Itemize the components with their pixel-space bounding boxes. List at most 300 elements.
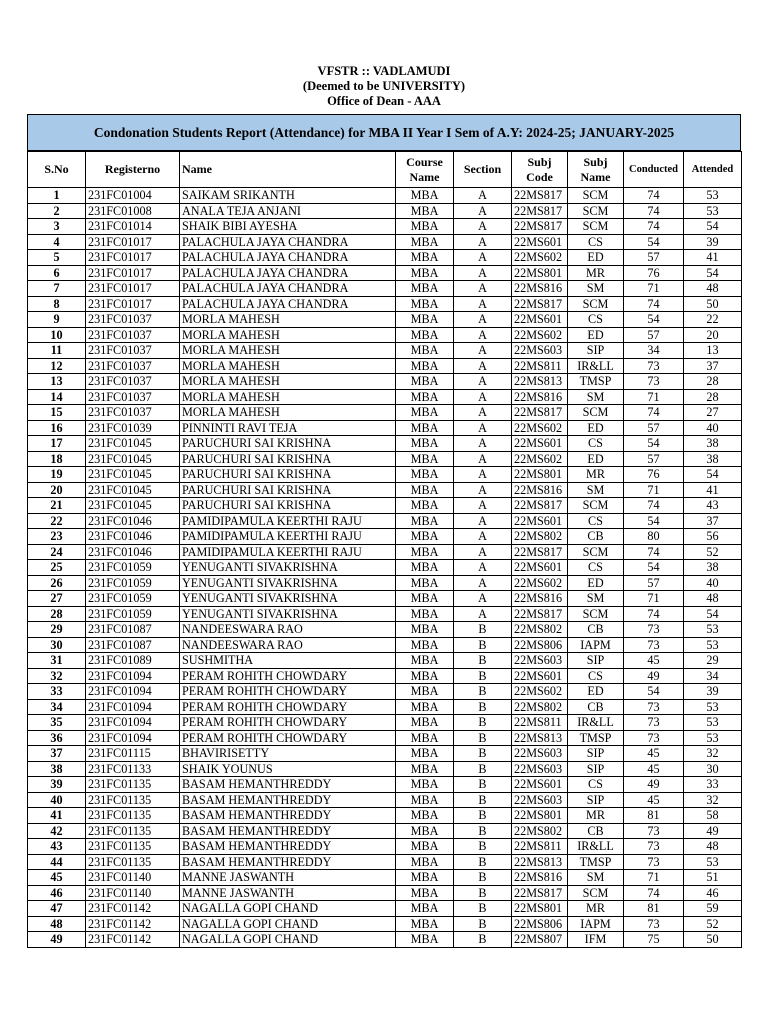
- cell-section: A: [454, 405, 512, 421]
- cell-subj-name: ED: [568, 575, 624, 591]
- cell-subj-name: SCM: [568, 203, 624, 219]
- cell-name: BASAM HEMANTHREDDY: [180, 823, 396, 839]
- cell-course-name: MBA: [396, 575, 454, 591]
- cell-subj-code: 22MS603: [512, 653, 568, 669]
- cell-registerno: 231FC01142: [86, 932, 180, 948]
- cell-attended: 34: [684, 668, 742, 684]
- cell-course-name: MBA: [396, 467, 454, 483]
- cell-section: B: [454, 870, 512, 886]
- cell-attended: 39: [684, 234, 742, 250]
- cell-conducted: 73: [624, 715, 684, 731]
- cell-section: A: [454, 420, 512, 436]
- cell-section: A: [454, 358, 512, 374]
- cell-registerno: 231FC01045: [86, 467, 180, 483]
- cell-conducted: 57: [624, 575, 684, 591]
- cell-name: BASAM HEMANTHREDDY: [180, 777, 396, 793]
- cell-course-name: MBA: [396, 296, 454, 312]
- cell-subj-code: 22MS817: [512, 405, 568, 421]
- cell-subj-name: SIP: [568, 343, 624, 359]
- cell-subj-name: CS: [568, 312, 624, 328]
- cell-section: A: [454, 544, 512, 560]
- cell-course-name: MBA: [396, 916, 454, 932]
- cell-attended: 32: [684, 792, 742, 808]
- cell-attended: 28: [684, 389, 742, 405]
- cell-conducted: 54: [624, 513, 684, 529]
- cell-subj-code: 22MS817: [512, 544, 568, 560]
- cell-sno: 45: [28, 870, 86, 886]
- cell-section: A: [454, 219, 512, 235]
- cell-name: NAGALLA GOPI CHAND: [180, 932, 396, 948]
- cell-subj-code: 22MS802: [512, 823, 568, 839]
- cell-conducted: 73: [624, 916, 684, 932]
- cell-sno: 43: [28, 839, 86, 855]
- cell-subj-code: 22MS802: [512, 622, 568, 638]
- table-row: [28, 265, 742, 281]
- cell-sno: 29: [28, 622, 86, 638]
- cell-sno: 5: [28, 250, 86, 266]
- cell-conducted: 71: [624, 870, 684, 886]
- cell-subj-name: SCM: [568, 885, 624, 901]
- cell-registerno: 231FC01140: [86, 870, 180, 886]
- cell-section: B: [454, 622, 512, 638]
- cell-sno: 13: [28, 374, 86, 390]
- cell-subj-name: ED: [568, 327, 624, 343]
- report-title: Condonation Students Report (Attendance) for MBA II Year I Sem of A.Y: 2024-25; JANUARY-2025: [93, 124, 675, 140]
- cell-subj-code: 22MS817: [512, 219, 568, 235]
- cell-subj-name: MR: [568, 901, 624, 917]
- cell-conducted: 34: [624, 343, 684, 359]
- table-row: [28, 932, 742, 948]
- cell-course-name: MBA: [396, 901, 454, 917]
- cell-attended: 53: [684, 637, 742, 653]
- cell-attended: 53: [684, 715, 742, 731]
- cell-name: NANDEESWARA RAO: [180, 637, 396, 653]
- table-row: [28, 653, 742, 669]
- table-header-row: [28, 152, 742, 188]
- table-row: [28, 482, 742, 498]
- cell-subj-code: 22MS601: [512, 513, 568, 529]
- table-row: [28, 343, 742, 359]
- cell-course-name: MBA: [396, 591, 454, 607]
- cell-subj-name: CB: [568, 622, 624, 638]
- cell-conducted: 74: [624, 219, 684, 235]
- cell-subj-name: SCM: [568, 544, 624, 560]
- cell-name: PARUCHURI SAI KRISHNA: [180, 451, 396, 467]
- cell-section: B: [454, 684, 512, 700]
- cell-subj-name: SCM: [568, 296, 624, 312]
- cell-subj-code: 22MS813: [512, 374, 568, 390]
- cell-section: B: [454, 885, 512, 901]
- cell-subj-code: 22MS817: [512, 606, 568, 622]
- cell-registerno: 231FC01046: [86, 513, 180, 529]
- cell-name: PALACHULA JAYA CHANDRA: [180, 234, 396, 250]
- cell-subj-code: 22MS801: [512, 808, 568, 824]
- table-row: [28, 839, 742, 855]
- cell-section: A: [454, 436, 512, 452]
- cell-course-name: MBA: [396, 250, 454, 266]
- cell-section: A: [454, 575, 512, 591]
- cell-subj-code: 22MS802: [512, 699, 568, 715]
- cell-course-name: MBA: [396, 684, 454, 700]
- col-header-registerno: Registerno: [86, 152, 180, 188]
- cell-attended: 51: [684, 870, 742, 886]
- cell-name: YENUGANTI SIVAKRISHNA: [180, 560, 396, 576]
- cell-section: B: [454, 901, 512, 917]
- cell-section: A: [454, 312, 512, 328]
- cell-conducted: 73: [624, 374, 684, 390]
- cell-subj-name: CB: [568, 699, 624, 715]
- cell-registerno: 231FC01135: [86, 777, 180, 793]
- cell-subj-code: 22MS817: [512, 498, 568, 514]
- cell-name: PAMIDIPAMULA KEERTHI RAJU: [180, 544, 396, 560]
- cell-sno: 35: [28, 715, 86, 731]
- cell-subj-code: 22MS602: [512, 451, 568, 467]
- cell-sno: 38: [28, 761, 86, 777]
- cell-subj-code: 22MS602: [512, 684, 568, 700]
- cell-conducted: 73: [624, 823, 684, 839]
- cell-sno: 16: [28, 420, 86, 436]
- cell-attended: 54: [684, 265, 742, 281]
- cell-sno: 3: [28, 219, 86, 235]
- cell-registerno: 231FC01004: [86, 188, 180, 204]
- cell-name: PERAM ROHITH CHOWDARY: [180, 668, 396, 684]
- cell-attended: 54: [684, 467, 742, 483]
- cell-attended: 46: [684, 885, 742, 901]
- cell-registerno: 231FC01039: [86, 420, 180, 436]
- cell-section: A: [454, 343, 512, 359]
- table-row: [28, 885, 742, 901]
- cell-name: PALACHULA JAYA CHANDRA: [180, 250, 396, 266]
- cell-attended: 37: [684, 513, 742, 529]
- cell-registerno: 231FC01140: [86, 885, 180, 901]
- cell-subj-name: IR&LL: [568, 715, 624, 731]
- cell-section: A: [454, 265, 512, 281]
- cell-attended: 30: [684, 761, 742, 777]
- cell-course-name: MBA: [396, 885, 454, 901]
- cell-sno: 46: [28, 885, 86, 901]
- cell-attended: 39: [684, 684, 742, 700]
- cell-registerno: 231FC01059: [86, 560, 180, 576]
- cell-attended: 40: [684, 420, 742, 436]
- table-row: [28, 327, 742, 343]
- cell-sno: 40: [28, 792, 86, 808]
- cell-sno: 21: [28, 498, 86, 514]
- cell-conducted: 45: [624, 792, 684, 808]
- cell-sno: 31: [28, 653, 86, 669]
- cell-subj-code: 22MS807: [512, 932, 568, 948]
- cell-name: PARUCHURI SAI KRISHNA: [180, 467, 396, 483]
- table-row: [28, 203, 742, 219]
- table-row: [28, 901, 742, 917]
- cell-subj-code: 22MS811: [512, 358, 568, 374]
- cell-sno: 2: [28, 203, 86, 219]
- cell-registerno: 231FC01045: [86, 498, 180, 514]
- cell-name: SHAIK BIBI AYESHA: [180, 219, 396, 235]
- cell-attended: 13: [684, 343, 742, 359]
- cell-attended: 53: [684, 188, 742, 204]
- cell-sno: 8: [28, 296, 86, 312]
- cell-subj-name: IR&LL: [568, 358, 624, 374]
- cell-sno: 30: [28, 637, 86, 653]
- cell-conducted: 73: [624, 699, 684, 715]
- cell-name: PERAM ROHITH CHOWDARY: [180, 684, 396, 700]
- cell-registerno: 231FC01037: [86, 389, 180, 405]
- cell-course-name: MBA: [396, 513, 454, 529]
- cell-attended: 58: [684, 808, 742, 824]
- cell-section: A: [454, 389, 512, 405]
- table-row: [28, 405, 742, 421]
- table-row: [28, 684, 742, 700]
- cell-section: B: [454, 777, 512, 793]
- table-row: [28, 420, 742, 436]
- cell-subj-code: 22MS802: [512, 529, 568, 545]
- cell-registerno: 231FC01017: [86, 296, 180, 312]
- table-row: [28, 777, 742, 793]
- cell-subj-code: 22MS603: [512, 792, 568, 808]
- cell-name: YENUGANTI SIVAKRISHNA: [180, 575, 396, 591]
- cell-attended: 54: [684, 219, 742, 235]
- cell-section: A: [454, 234, 512, 250]
- table-row: [28, 823, 742, 839]
- cell-course-name: MBA: [396, 358, 454, 374]
- table-body: [28, 188, 742, 948]
- cell-section: A: [454, 203, 512, 219]
- cell-course-name: MBA: [396, 219, 454, 235]
- cell-attended: 22: [684, 312, 742, 328]
- cell-subj-code: 22MS601: [512, 668, 568, 684]
- cell-attended: 53: [684, 622, 742, 638]
- cell-subj-code: 22MS601: [512, 560, 568, 576]
- cell-registerno: 231FC01014: [86, 219, 180, 235]
- cell-course-name: MBA: [396, 715, 454, 731]
- cell-sno: 37: [28, 746, 86, 762]
- table-row: [28, 808, 742, 824]
- cell-sno: 48: [28, 916, 86, 932]
- cell-subj-code: 22MS603: [512, 746, 568, 762]
- cell-conducted: 73: [624, 637, 684, 653]
- cell-section: A: [454, 591, 512, 607]
- cell-name: PINNINTI RAVI TEJA: [180, 420, 396, 436]
- cell-section: B: [454, 808, 512, 824]
- cell-registerno: 231FC01037: [86, 312, 180, 328]
- cell-sno: 33: [28, 684, 86, 700]
- cell-attended: 50: [684, 296, 742, 312]
- cell-section: A: [454, 250, 512, 266]
- cell-course-name: MBA: [396, 730, 454, 746]
- cell-section: B: [454, 792, 512, 808]
- cell-attended: 38: [684, 451, 742, 467]
- cell-name: BASAM HEMANTHREDDY: [180, 792, 396, 808]
- cell-section: A: [454, 513, 512, 529]
- cell-course-name: MBA: [396, 405, 454, 421]
- cell-registerno: 231FC01135: [86, 808, 180, 824]
- table-row: [28, 730, 742, 746]
- cell-name: PAMIDIPAMULA KEERTHI RAJU: [180, 513, 396, 529]
- cell-section: B: [454, 668, 512, 684]
- cell-course-name: MBA: [396, 668, 454, 684]
- col-header-conducted: Conducted: [624, 152, 684, 188]
- cell-sno: 41: [28, 808, 86, 824]
- cell-section: A: [454, 606, 512, 622]
- cell-sno: 14: [28, 389, 86, 405]
- cell-sno: 18: [28, 451, 86, 467]
- table-row: [28, 560, 742, 576]
- cell-sno: 49: [28, 932, 86, 948]
- cell-subj-name: TMSP: [568, 854, 624, 870]
- cell-conducted: 57: [624, 451, 684, 467]
- cell-attended: 29: [684, 653, 742, 669]
- cell-registerno: 231FC01087: [86, 637, 180, 653]
- cell-course-name: MBA: [396, 792, 454, 808]
- table-row: [28, 606, 742, 622]
- cell-conducted: 74: [624, 498, 684, 514]
- cell-name: YENUGANTI SIVAKRISHNA: [180, 606, 396, 622]
- cell-name: MORLA MAHESH: [180, 343, 396, 359]
- table-row: [28, 746, 742, 762]
- cell-course-name: MBA: [396, 436, 454, 452]
- cell-attended: 43: [684, 498, 742, 514]
- cell-sno: 4: [28, 234, 86, 250]
- report-title-banner: [27, 114, 741, 151]
- cell-course-name: MBA: [396, 746, 454, 762]
- cell-registerno: 231FC01133: [86, 761, 180, 777]
- cell-course-name: MBA: [396, 699, 454, 715]
- cell-name: ANALA TEJA ANJANI: [180, 203, 396, 219]
- cell-name: SAIKAM SRIKANTH: [180, 188, 396, 204]
- cell-subj-code: 22MS813: [512, 730, 568, 746]
- cell-course-name: MBA: [396, 203, 454, 219]
- cell-registerno: 231FC01094: [86, 715, 180, 731]
- cell-sno: 24: [28, 544, 86, 560]
- cell-sno: 32: [28, 668, 86, 684]
- table-row: [28, 699, 742, 715]
- cell-attended: 52: [684, 544, 742, 560]
- cell-name: BHAVIRISETTY: [180, 746, 396, 762]
- table-row: [28, 513, 742, 529]
- cell-course-name: MBA: [396, 312, 454, 328]
- cell-conducted: 57: [624, 420, 684, 436]
- cell-attended: 53: [684, 730, 742, 746]
- cell-attended: 40: [684, 575, 742, 591]
- table-row: [28, 529, 742, 545]
- cell-subj-name: SCM: [568, 606, 624, 622]
- cell-registerno: 231FC01017: [86, 281, 180, 297]
- cell-attended: 54: [684, 606, 742, 622]
- cell-registerno: 231FC01037: [86, 405, 180, 421]
- cell-name: BASAM HEMANTHREDDY: [180, 854, 396, 870]
- cell-subj-name: IAPM: [568, 916, 624, 932]
- cell-conducted: 71: [624, 389, 684, 405]
- cell-sno: 39: [28, 777, 86, 793]
- cell-registerno: 231FC01135: [86, 839, 180, 855]
- table-row: [28, 544, 742, 560]
- table-row: [28, 575, 742, 591]
- cell-conducted: 74: [624, 544, 684, 560]
- cell-registerno: 231FC01017: [86, 234, 180, 250]
- cell-section: A: [454, 374, 512, 390]
- table-row: [28, 451, 742, 467]
- cell-name: PERAM ROHITH CHOWDARY: [180, 715, 396, 731]
- cell-course-name: MBA: [396, 451, 454, 467]
- table-row: [28, 854, 742, 870]
- table-row: [28, 668, 742, 684]
- cell-name: PERAM ROHITH CHOWDARY: [180, 699, 396, 715]
- cell-sno: 36: [28, 730, 86, 746]
- table-row: [28, 358, 742, 374]
- cell-conducted: 71: [624, 482, 684, 498]
- cell-subj-code: 22MS816: [512, 482, 568, 498]
- cell-subj-code: 22MS602: [512, 250, 568, 266]
- cell-subj-name: SM: [568, 482, 624, 498]
- cell-section: B: [454, 761, 512, 777]
- table-row: [28, 219, 742, 235]
- col-header-subj-code: Subj Code: [512, 152, 568, 188]
- cell-name: PALACHULA JAYA CHANDRA: [180, 265, 396, 281]
- cell-attended: 52: [684, 916, 742, 932]
- cell-registerno: 231FC01135: [86, 854, 180, 870]
- table-row: [28, 374, 742, 390]
- cell-subj-name: IAPM: [568, 637, 624, 653]
- cell-attended: 27: [684, 405, 742, 421]
- cell-course-name: MBA: [396, 839, 454, 855]
- cell-subj-name: ED: [568, 420, 624, 436]
- cell-course-name: MBA: [396, 808, 454, 824]
- cell-section: B: [454, 839, 512, 855]
- cell-subj-name: IR&LL: [568, 839, 624, 855]
- cell-registerno: 231FC01046: [86, 544, 180, 560]
- table-row: [28, 234, 742, 250]
- cell-subj-code: 22MS602: [512, 575, 568, 591]
- cell-name: BASAM HEMANTHREDDY: [180, 808, 396, 824]
- cell-course-name: MBA: [396, 420, 454, 436]
- cell-subj-code: 22MS601: [512, 436, 568, 452]
- cell-conducted: 74: [624, 405, 684, 421]
- cell-section: A: [454, 281, 512, 297]
- cell-subj-name: SIP: [568, 761, 624, 777]
- table-row: [28, 467, 742, 483]
- cell-sno: 6: [28, 265, 86, 281]
- cell-section: A: [454, 296, 512, 312]
- cell-subj-name: MR: [568, 467, 624, 483]
- cell-attended: 38: [684, 560, 742, 576]
- cell-subj-name: SCM: [568, 219, 624, 235]
- cell-section: B: [454, 854, 512, 870]
- cell-registerno: 231FC01037: [86, 358, 180, 374]
- cell-conducted: 71: [624, 281, 684, 297]
- cell-section: B: [454, 715, 512, 731]
- cell-subj-code: 22MS811: [512, 715, 568, 731]
- cell-name: SUSHMITHA: [180, 653, 396, 669]
- table-row: [28, 715, 742, 731]
- document-header: [0, 64, 768, 109]
- cell-subj-code: 22MS806: [512, 916, 568, 932]
- cell-conducted: 74: [624, 606, 684, 622]
- cell-attended: 56: [684, 529, 742, 545]
- cell-sno: 27: [28, 591, 86, 607]
- col-header-subj-name: Subj Name: [568, 152, 624, 188]
- cell-sno: 25: [28, 560, 86, 576]
- cell-subj-name: IFM: [568, 932, 624, 948]
- cell-course-name: MBA: [396, 932, 454, 948]
- cell-section: A: [454, 482, 512, 498]
- cell-sno: 10: [28, 327, 86, 343]
- cell-name: YENUGANTI SIVAKRISHNA: [180, 591, 396, 607]
- cell-subj-name: SIP: [568, 653, 624, 669]
- cell-conducted: 45: [624, 746, 684, 762]
- col-header-course-name: Course Name: [396, 152, 454, 188]
- col-header-name: Name: [180, 152, 396, 188]
- cell-sno: 28: [28, 606, 86, 622]
